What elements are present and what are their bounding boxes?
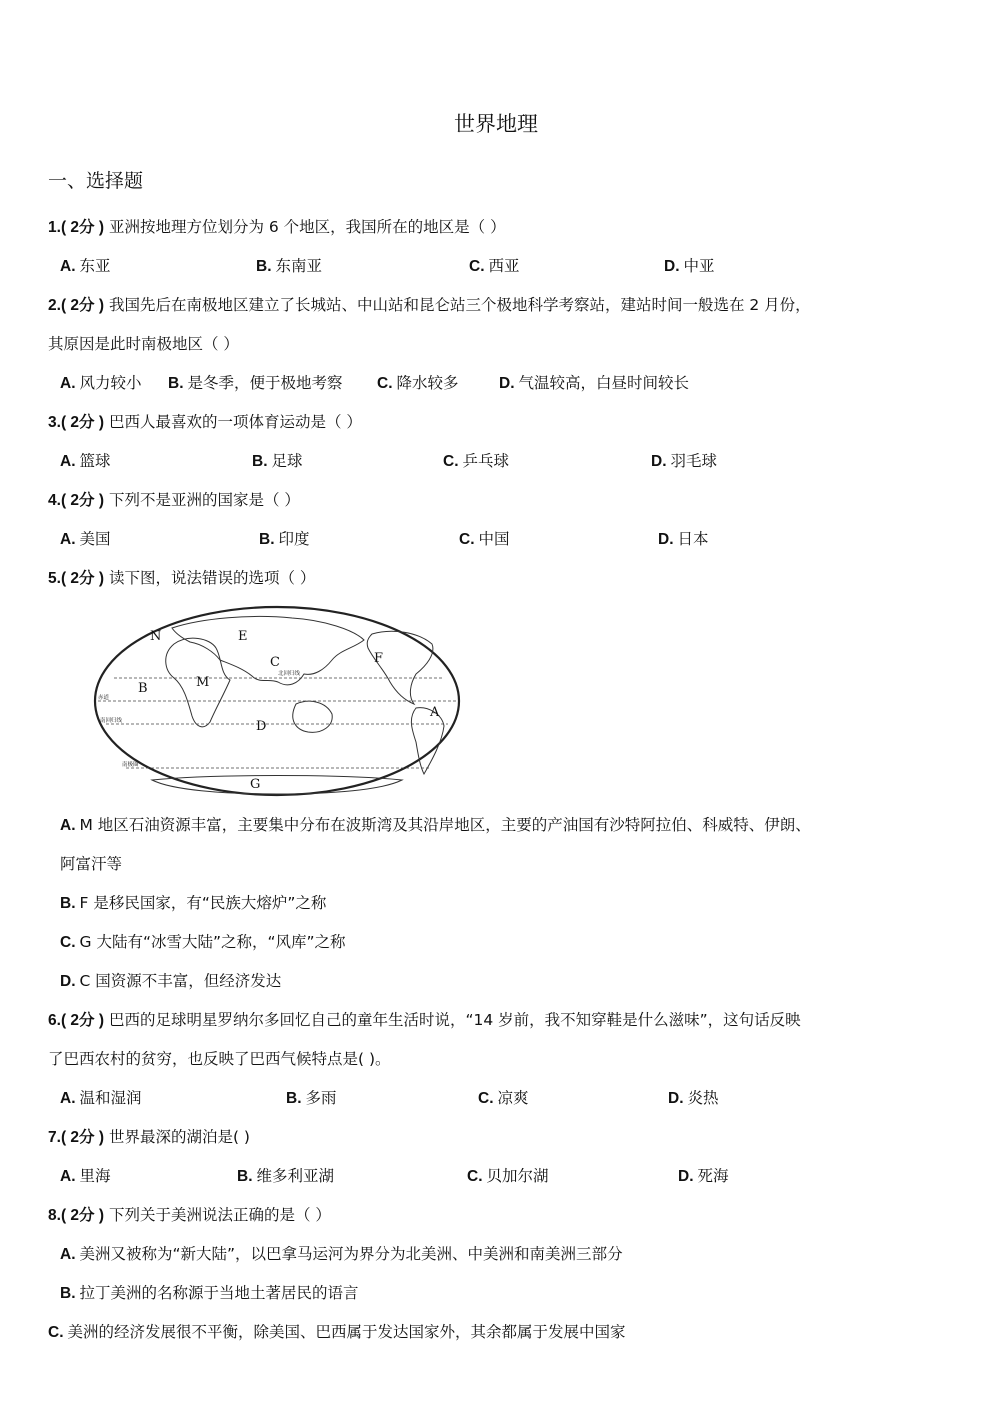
question-score: ( 2分 )	[60, 570, 104, 587]
option-c[interactable]: C. 中国	[459, 530, 510, 548]
option-b[interactable]: B. 拉丁美洲的名称源于当地土著居民的语言	[60, 1284, 359, 1302]
map-label-b: B	[138, 681, 148, 696]
page-title: 世界地理	[454, 112, 538, 136]
option-c[interactable]: C. 凉爽	[478, 1089, 529, 1107]
option-c[interactable]: C. 西亚	[469, 257, 520, 275]
question-7	[48, 1127, 250, 1148]
question-stem: 读下图，说法错误的选项（ ）	[108, 569, 316, 587]
option-d[interactable]: D. C 国资源不丰富，但经济发达	[60, 972, 282, 990]
question-score: ( 2分 )	[60, 1012, 104, 1029]
question-stem-continued: 了巴西农村的贫穷，也反映了巴西气候特点是( )。	[48, 1050, 391, 1068]
tropic-south-label: 南回归线	[100, 718, 123, 724]
question-stem: 巴西人最喜欢的一项体育运动是（ ）	[108, 413, 362, 431]
option-d[interactable]: D. 死海	[678, 1167, 729, 1185]
option-a[interactable]: A. 篮球	[60, 452, 111, 470]
question-number: 7.	[48, 1129, 61, 1146]
map-label-d: D	[256, 719, 267, 734]
map-label-c: C	[270, 655, 280, 670]
question-stem: 我国先后在南极地区建立了长城站、中山站和昆仑站三个极地科学考察站，建站时间一般选在 2 月份，	[108, 296, 811, 314]
option-d[interactable]: D. 中亚	[664, 257, 715, 275]
option-d[interactable]: D. 羽毛球	[651, 452, 718, 470]
question-number: 8.	[48, 1207, 61, 1224]
option-d[interactable]: D. 气温较高，白昼时间较长	[499, 374, 690, 392]
option-b[interactable]: B. 多雨	[286, 1089, 337, 1107]
tropic-north-label: 北回归线	[278, 671, 301, 677]
map-label-g: G	[250, 777, 261, 792]
option-a[interactable]: A. 里海	[60, 1167, 111, 1185]
map-label-e: E	[238, 629, 248, 644]
option-c[interactable]: C. 乒乓球	[443, 452, 510, 470]
question-2	[48, 295, 811, 316]
question-5	[48, 568, 315, 589]
option-b[interactable]: B. 维多利亚湖	[237, 1167, 335, 1185]
question-score: ( 2分 )	[60, 219, 104, 236]
option-a-continued: 阿富汗等	[60, 855, 123, 873]
map-label-f: F	[374, 651, 384, 666]
question-stem: 下列不是亚洲的国家是（ ）	[108, 491, 300, 509]
section-heading: 一、选择题	[48, 170, 144, 192]
question-8	[48, 1205, 331, 1226]
question-score: ( 2分 )	[60, 414, 104, 431]
option-c[interactable]: C. 贝加尔湖	[467, 1167, 549, 1185]
map-label-a: A	[430, 705, 440, 720]
option-a[interactable]: A. M 地区石油资源丰富，主要集中分布在波斯湾及其沿岸地区，主要的产油国有沙特阿拉伯、科威特、伊朗、	[60, 816, 811, 834]
option-c[interactable]: C. G 大陆有“冰雪大陆”之称，“风库”之称	[60, 933, 346, 951]
question-score: ( 2分 )	[60, 297, 104, 314]
option-a[interactable]: A. 温和湿润	[60, 1089, 142, 1107]
world-map-figure	[92, 604, 462, 798]
question-stem: 世界最深的湖泊是( )	[108, 1128, 250, 1146]
option-b[interactable]: B. 印度	[259, 530, 310, 548]
map-label-m: M	[196, 675, 210, 690]
option-a[interactable]: A. 风力较小	[60, 374, 142, 392]
question-4	[48, 490, 300, 511]
option-c[interactable]: C. 美洲的经济发展很不平衡，除美国、巴西属于发达国家外，其余都属于发展中国家	[48, 1323, 626, 1341]
map-label-n: N	[150, 629, 162, 644]
question-number: 3.	[48, 414, 61, 431]
question-1	[48, 217, 506, 238]
option-b[interactable]: B. F 是移民国家，有“民族大熔炉”之称	[60, 894, 327, 912]
option-d[interactable]: D. 日本	[658, 530, 709, 548]
question-score: ( 2分 )	[60, 1129, 104, 1146]
question-score: ( 2分 )	[60, 492, 104, 509]
option-c[interactable]: C. 降水较多	[377, 374, 459, 392]
option-b[interactable]: B. 足球	[252, 452, 303, 470]
equator-label: 赤道	[98, 695, 110, 701]
question-number: 6.	[48, 1012, 61, 1029]
question-number: 4.	[48, 492, 61, 509]
question-number: 5.	[48, 570, 61, 587]
question-stem-continued: 其原因是此时南极地区（ ）	[48, 335, 239, 353]
option-d[interactable]: D. 炎热	[668, 1089, 719, 1107]
option-a[interactable]: A. 东亚	[60, 257, 111, 275]
option-b[interactable]: B. 是冬季，便于极地考察	[168, 374, 343, 392]
question-6	[48, 1010, 801, 1031]
antarctic-circle-label: 南极圈	[122, 762, 139, 768]
question-number: 1.	[48, 219, 61, 236]
question-stem: 亚洲按地理方位划分为 6 个地区，我国所在的地区是（ ）	[108, 218, 506, 236]
question-score: ( 2分 )	[60, 1207, 104, 1224]
option-b[interactable]: B. 东南亚	[256, 257, 323, 275]
option-a[interactable]: A. 美洲又被称为“新大陆”，以巴拿马运河为界分为北美洲、中美洲和南美洲三部分	[60, 1245, 623, 1263]
question-stem: 下列关于美洲说法正确的是（ ）	[108, 1206, 331, 1224]
question-number: 2.	[48, 297, 61, 314]
question-3	[48, 412, 362, 433]
option-a[interactable]: A. 美国	[60, 530, 111, 548]
question-stem: 巴西的足球明星罗纳尔多回忆自己的童年生活时说，“14 岁前，我不知穿鞋是什么滋味”，这句话反映	[108, 1011, 801, 1029]
